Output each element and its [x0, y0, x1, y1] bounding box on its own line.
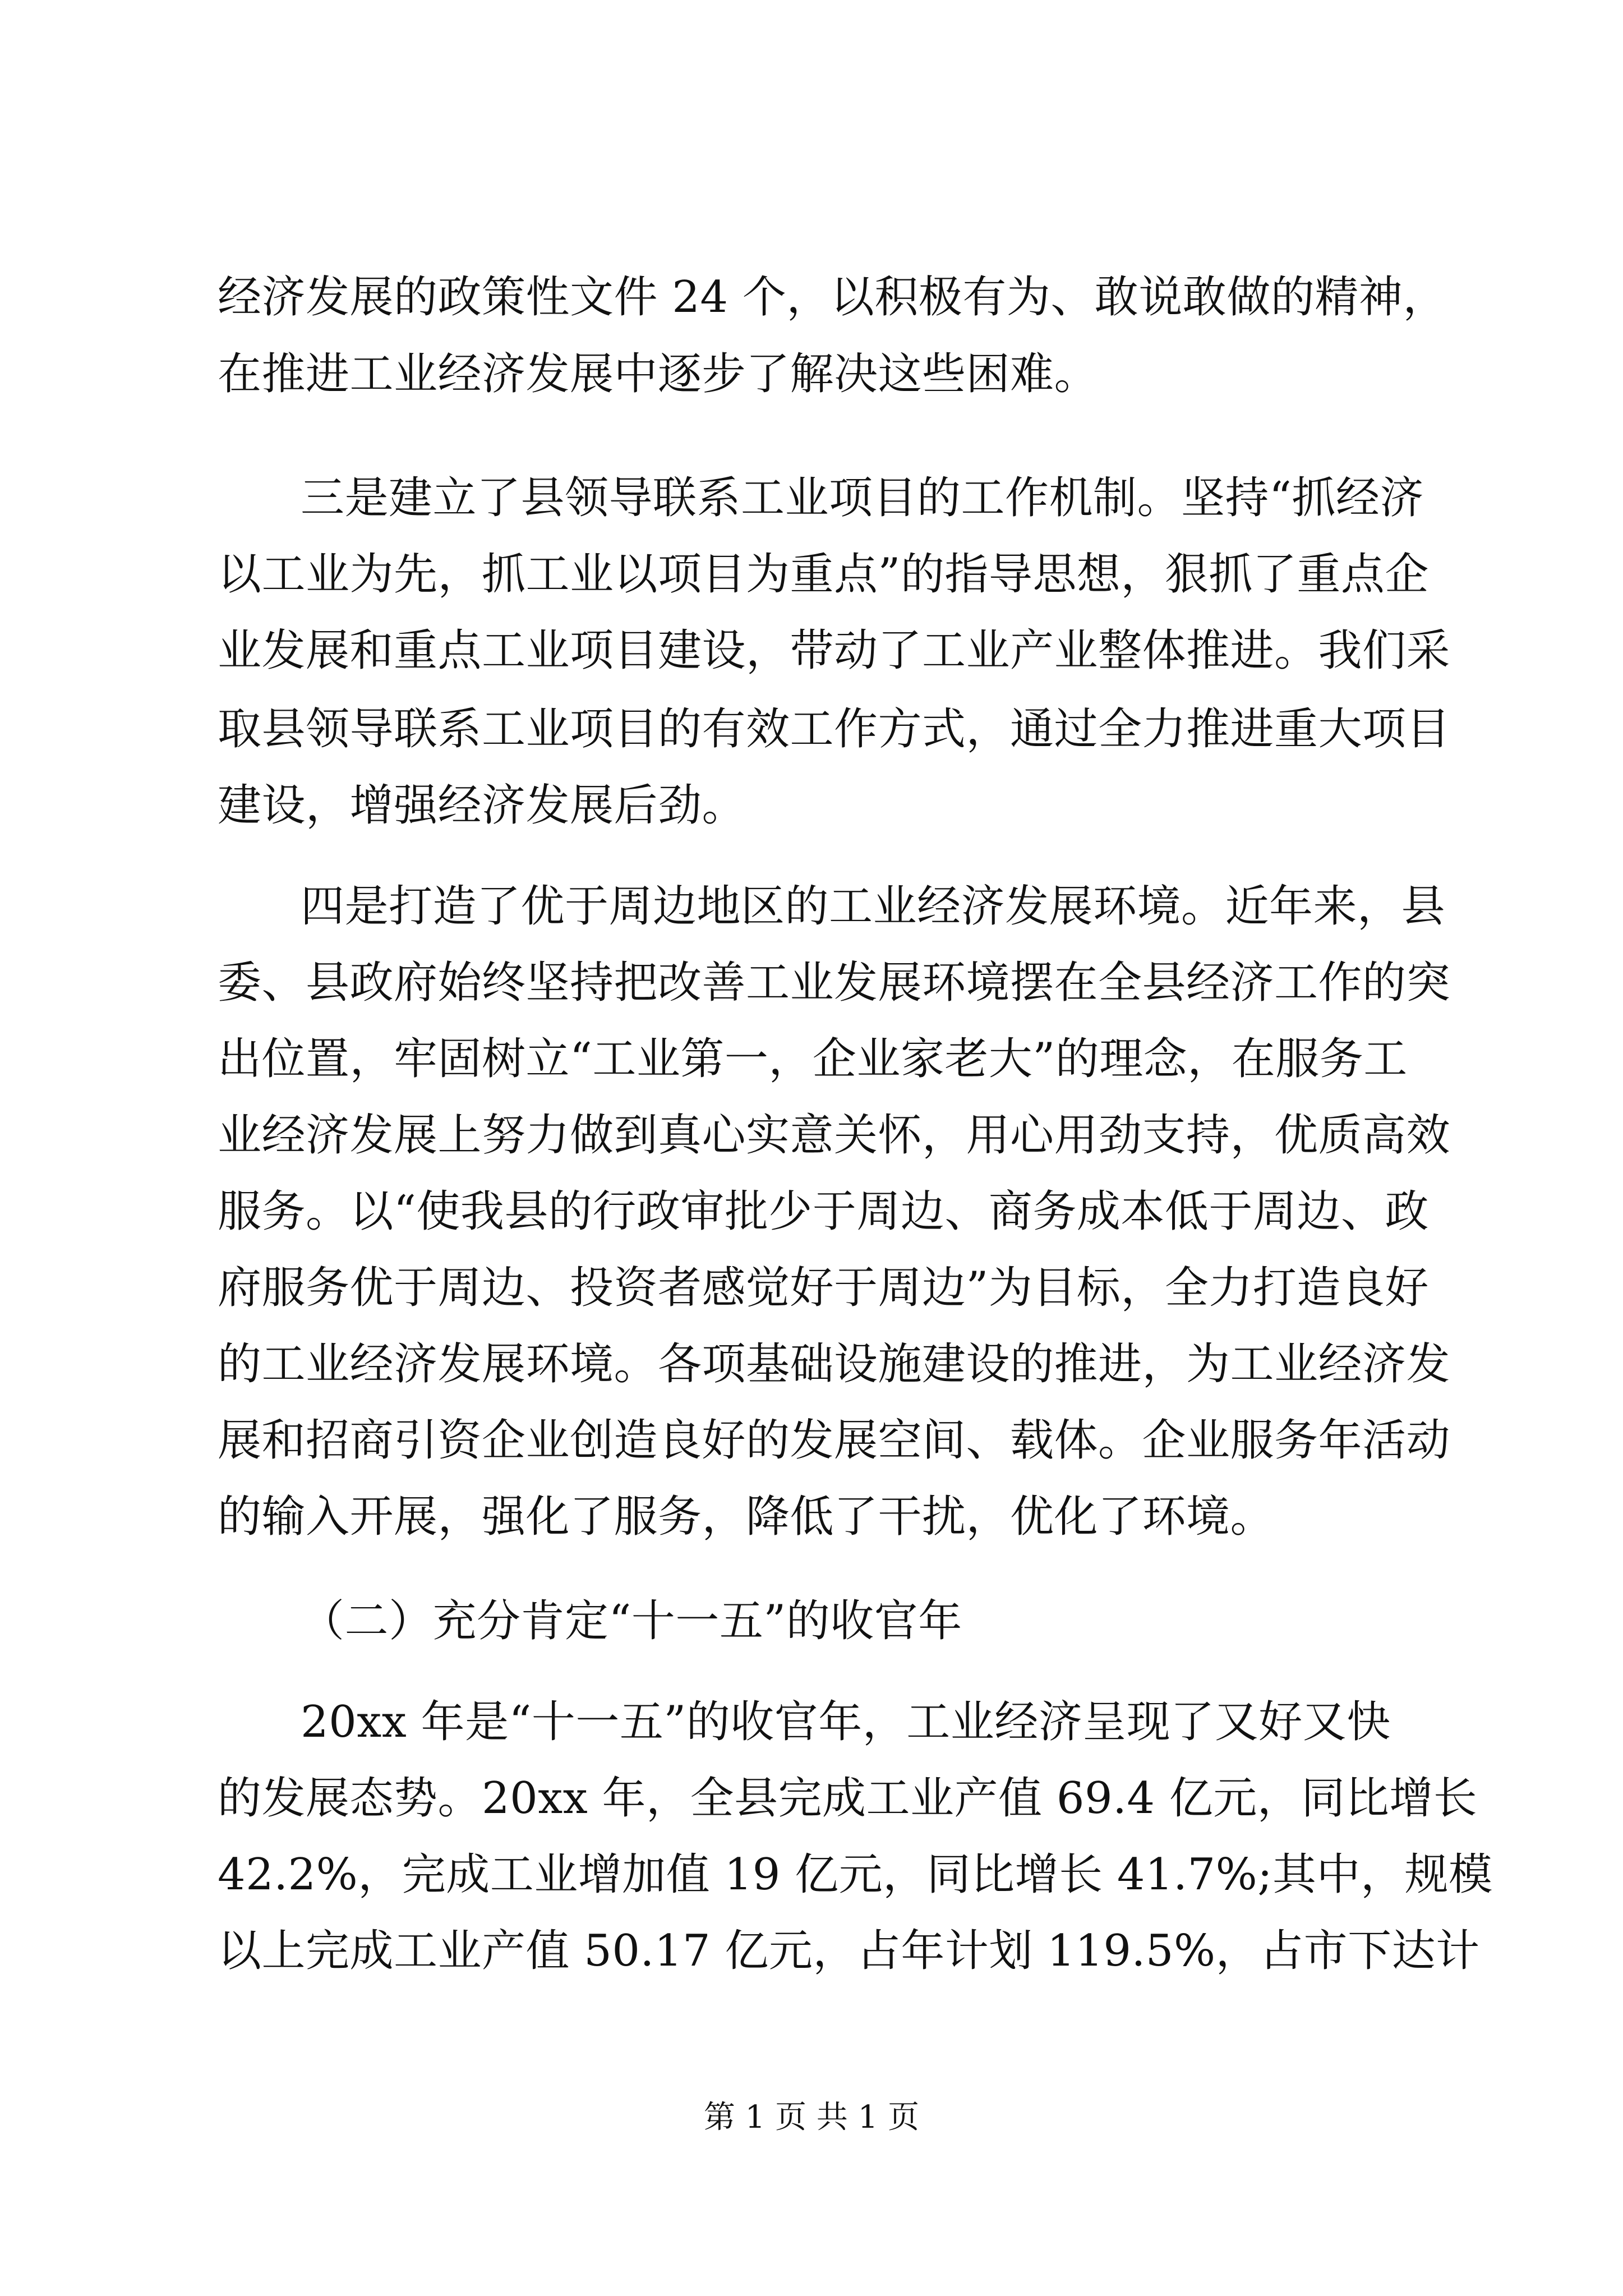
text-line: 42.2%，完成工业增加值 19 亿元，同比增长 41.7%;其中，规模	[218, 1849, 1493, 1900]
text-line: 的工业经济发展环境。各项基础设施建设的推进，为工业经济发	[218, 1339, 1451, 1389]
text-line: 以工业为先，抓工业以项目为重点”的指导思想，狠抓了重点企	[218, 549, 1429, 600]
text-line: 以上完成工业产值 50.17 亿元，占年计划 119.5%，占市下达计	[218, 1926, 1480, 1976]
text-line: 业发展和重点工业项目建设，带动了工业产业整体推进。我们采	[218, 625, 1451, 676]
page-number-footer: 第 1 页 共 1 页	[703, 2099, 920, 2136]
text-line: 的输入开展，强化了服务，降低了干扰，优化了环境。	[218, 1492, 1275, 1542]
text-line: 取县领导联系工业项目的有效工作方式，通过全力推进重大项目	[218, 704, 1451, 754]
text-line: 三是建立了县领导联系工业项目的工作机制。坚持“抓经济	[301, 473, 1424, 523]
text-line: 业经济发展上努力做到真心实意关怀，用心用劲支持，优质高效	[218, 1110, 1451, 1161]
text-line: 建设，增强经济发展后劲。	[218, 780, 746, 831]
text-line: 在推进工业经济发展中逐步了解决这些困难。	[218, 349, 1099, 399]
text-line: 20xx 年是“十一五”的收官年，工业经济呈现了又好又快	[301, 1697, 1391, 1747]
text-line: 委、县政府始终坚持把改善工业发展环境摆在全县经济工作的突	[218, 958, 1451, 1008]
section-heading: （二）充分肯定“十一五”的收官年	[301, 1596, 962, 1646]
text-line: 出位置，牢固树立“工业第一，企业家老大”的理念，在服务工	[218, 1034, 1408, 1084]
text-line: 府服务优于周边、投资者感觉好于周边”为目标，全力打造良好	[218, 1263, 1429, 1313]
text-line: 的发展态势。20xx 年，全县完成工业产值 69.4 亿元，同比增长	[218, 1773, 1478, 1824]
text-line: 服务。以“使我县的行政审批少于周边、商务成本低于周边、政	[218, 1186, 1429, 1237]
text-line: 展和招商引资企业创造良好的发展空间、载体。企业服务年活动	[218, 1415, 1451, 1466]
text-line: 四是打造了优于周边地区的工业经济发展环境。近年来，县	[301, 881, 1446, 932]
text-line: 经济发展的政策性文件 24 个，以积极有为、敢说敢做的精神，	[218, 272, 1447, 323]
